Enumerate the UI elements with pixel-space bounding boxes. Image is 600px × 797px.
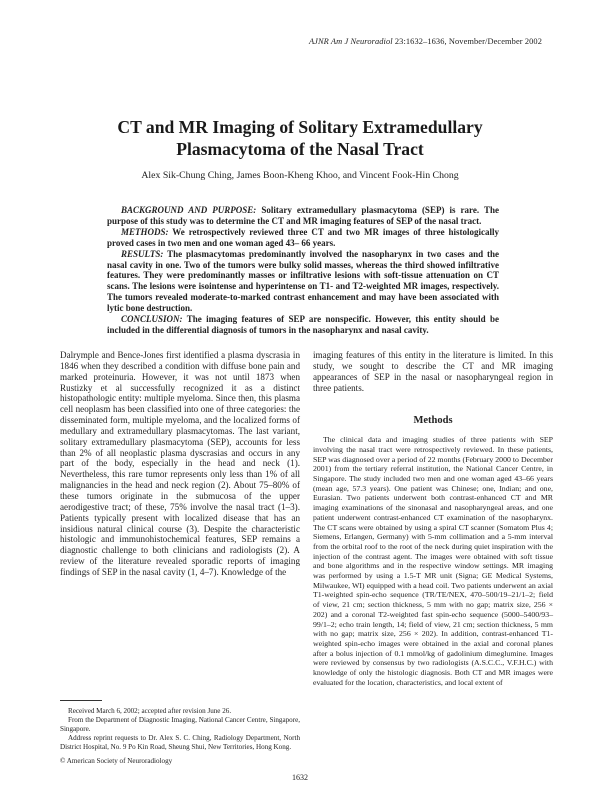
footnote-copyright: © American Society of Neuroradiology (60, 757, 173, 765)
introduction-continued: imaging features of this entity in the literature is limited. In this study, we sought to describe the CT and MR imaging appearances of SEP in the nasal or nasopharyngeal region in three patients. (313, 350, 553, 393)
abstract-results-label: RESULTS: (121, 248, 164, 259)
author-list: Alex Sik-Chung Ching, James Boon-Kheng Khoo, and Vincent Fook-Hin Chong (141, 170, 459, 181)
abstract-conclusion (107, 314, 499, 336)
abstract-background-label: BACKGROUND AND PURPOSE: (121, 205, 257, 215)
abstract-background-text: Solitary extramedullary plasmacytoma (SEP) is rare. The purpose of this study was to determine the CT and MR imaging features of SEP of the nasal tract. (107, 205, 499, 226)
abstract-methods (107, 227, 499, 249)
footnote-reprints: Address reprint requests to Dr. Alex S. C. Ching, Radiology Department, North District Hospital, No. 9 Po Kin Road, Sheung Shui, New Territories, Hong Kong. (60, 734, 300, 751)
left-column (60, 350, 300, 578)
title-line-1: CT and MR Imaging of Solitary Extramedullary (117, 117, 483, 137)
abstract-conclusion-text: The imaging features of SEP are nonspecific. However, this entity should be included in the differential diagnosis of tumors in the nasopharynx and nasal cavity. (107, 314, 499, 335)
abstract-methods-label: METHODS: (121, 226, 169, 237)
footnote-divider (60, 700, 102, 701)
footnote-affiliation: From the Department of Diagnostic Imaging, National Cancer Centre, Singapore, Singapore. (60, 716, 300, 733)
methods-heading: Methods (413, 415, 453, 427)
journal-citation: 23:1632–1636, November/December 2002 (394, 37, 542, 46)
journal-name: AJNR Am J Neuroradiol (308, 37, 393, 46)
right-column (313, 350, 553, 688)
abstract-background (107, 205, 499, 227)
title-line-2: Plasmacytoma of the Nasal Tract (176, 139, 424, 159)
article-title (40, 116, 560, 160)
footnote-received: Received March 6, 2002; accepted after revision June 26. (68, 707, 232, 715)
abstract-methods-text: We retrospectively reviewed three CT and two MR images of three histologically proved cases in two men and one woman aged 43– 66 years. (107, 226, 499, 248)
running-head (309, 37, 542, 46)
abstract-results-text: The plasmacytomas predominantly involved the nasopharynx in two cases and the nasal cavity in one. Two of the tumors were bulky solid masses, whereas the third showed infiltrative features. They were predominantly masses or infiltrative lesions with soft-tissue attenuation on CT scans. The lesions were isointense and hyperintense on T1- and T2-weighted MR images, respectively. The tumors revealed moderate-to-marked contrast enhancement and may have been associated with lytic bone destruction. (107, 248, 499, 314)
abstract-results (107, 249, 499, 314)
abstract (107, 205, 499, 336)
introduction-paragraph: Dalrymple and Bence-Jones first identified a plasma dyscrasia in 1846 when they described a condition with diffuse bone pain and marked proteinuria. However, it was not until 1873 when Rustizky et al successfully recognized it as a distinct histopathologic entity: multiple myeloma. Since then, this plasma cell neoplasm has been classified into one of three categories: the disseminated form, multiple myeloma, and the localized forms of medullary and extramedullary plasmacytomas. The last variant, solitary extramedullary plasmacytoma (SEP), accounts for less than 2% of all neoplastic plasma dyscrasias and occurs in any part of the body, especially in the head and neck (1). Nevertheless, this rare tumor represents only less than 1% of all malignancies in the head and neck region (2). About 75–80% of these tumors originate in the submucosa of the upper aerodigestive tract; of these, 75% involve the nasal tract (1–3). Patients typically present with localized disease that has an insidious natural clinical course (3). Despite the characteristic histologic and immunohistochemical features, SEP remains a diagnostic challenge to both clinicians and radiologists (2). A review of the literature revealed sporadic reports of imaging findings of SEP in the nasal cavity (1, 4–7). Knowledge of the (60, 350, 300, 577)
page-number: 1632 (292, 773, 308, 782)
footnotes (60, 707, 300, 766)
abstract-conclusion-label: CONCLUSION: (121, 314, 183, 325)
methods-paragraph: The clinical data and imaging studies of three patients with SEP involving the nasal tract were retrospectively reviewed. In these patients, SEP was diagnosed over a period of 22 months (February 2000 to December 2001) from the tertiary referral institution, the National Cancer Centre, in Singapore. The study included two men and one woman aged 43–66 years (mean age, 57.3 years). One patient was Chinese; one, Indian; and one, Eurasian. Two patients underwent both contrast-enhanced CT and MR imaging examinations of the sinonasal and nasopharyngeal areas, and one patient underwent contrast-enhanced CT examination of the nasopharynx. The CT scans were obtained by using a spiral CT scanner (Somatom Plus 4; Siemens, Erlangen, Germany) with 5-mm collimation and a 5-mm interval from the orbital roof to the root of the neck during quiet inspiration with the injection of the contrast agent. The images were obtained with soft tissue and bone algorithms and in the respective window settings. MR imaging was performed by using a 1.5-T MR unit (Signa; GE Medical Systems, Milwaukee, WI) equipped with a head coil. Two patients underwent an axial T1-weighted spin-echo sequence (TR/TE/NEX, 470–500/19–21/1–2; field of view, 21 cm; section thickness, 5 mm with no gap; matrix size, 256 × 202) and a coronal T2-weighted fast spin-echo sequence (5000–5400/93–99/1–2; echo train length, 14; field of view, 21 cm; section thickness, 5 mm with no gap; matrix size, 256 × 202). In addition, contrast-enhanced T1-weighted spin-echo images were obtained in the axial and coronal planes after a bolus injection of 0.1 mmol/kg of gadolinium dimeglumine. Images were reviewed by consensus by two radiologists (A.S.C.C., V.F.H.C.) with knowledge of only the histologic diagnosis. Both CT and MR images were evaluated for the location, characteristics, and local extent of (313, 435, 553, 687)
